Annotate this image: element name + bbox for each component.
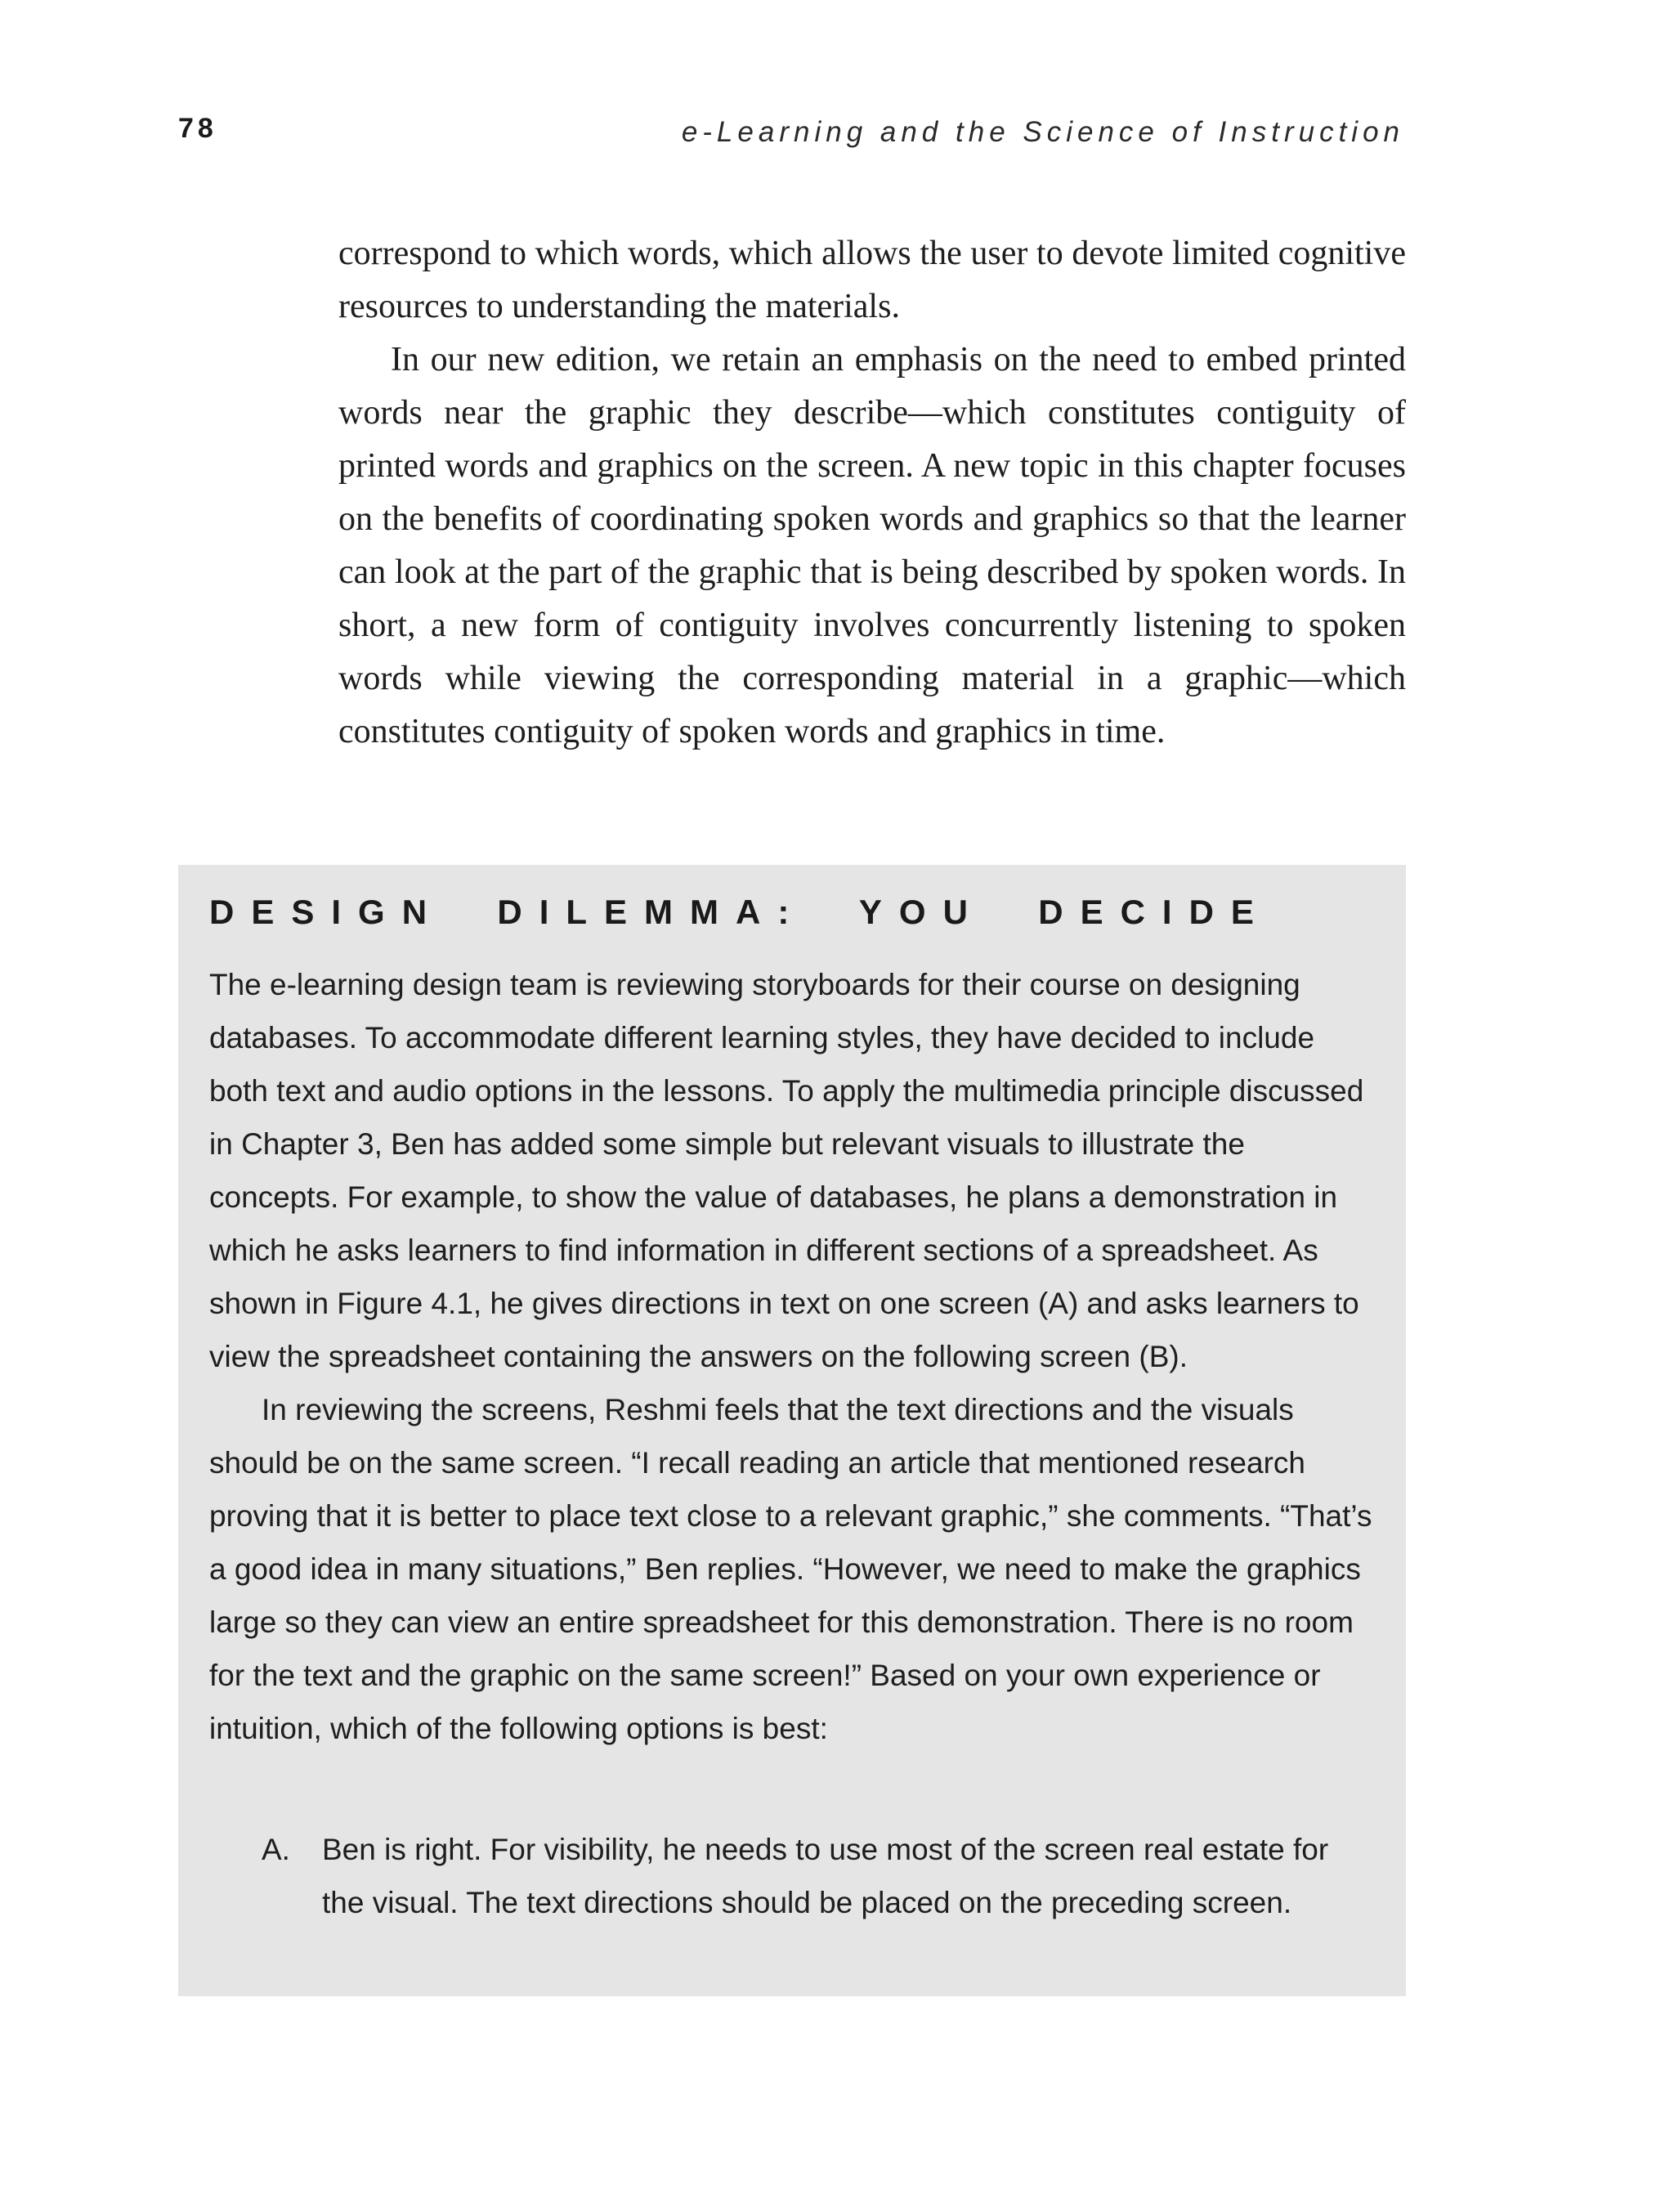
option-letter: A. — [262, 1833, 290, 1866]
option-text: Ben is right. For visibility, he needs to use most of the screen real estate for the visual. The text directions should be placed on the preceding screen. — [322, 1833, 1329, 1919]
running-head: e-Learning and the Science of Instruction — [681, 116, 1404, 148]
design-dilemma-heading: DESIGN DILEMMA: YOU DECIDE — [209, 893, 1271, 931]
body-paragraph: In our new edition, we retain an emphasis on the need to embed printed words near the graphic they describe—which constitutes contiguity of printed words and graphics on the screen. A new topic in this chapter focuses on the benefits of coordinating spoken words and graphics so that the learner can look at the part of the graphic that is being described by spoken words. In short, a new form of contiguity involves concurrently listening to spoken words while viewing the corresponding material in a graphic—which constitutes contiguity of spoken words and graphics in time. — [338, 341, 1406, 750]
dilemma-option-a — [209, 1823, 1329, 1929]
body-text — [338, 227, 1406, 759]
design-dilemma-text — [209, 958, 1375, 1755]
dilemma-paragraph: In reviewing the screens, Reshmi feels that the text directions and the visuals should be on the same screen. “I recall reading an article that mentioned research proving that it is better to place text close to a relevant graphic,” she comments. “That’s a good idea in many situations,” Ben replies. “However, we need to make the graphics large so they can view an entire spreadsheet for this demonstration. There is no room for the text and the graphic on the same screen!” Based on your own experience or intuition, which of the following options is best: — [209, 1393, 1372, 1745]
dilemma-paragraph: The e-learning design team is reviewing storyboards for their course on designing databases. To accommodate different learning styles, they have decided to include both text and audio options in the lessons. To apply the multimedia principle discussed in Chapter 3, Ben has added some simple but relevant visuals to illustrate the concepts. For example, to show the value of databases, he plans a demonstration in which he asks learners to find information in different sections of a spreadsheet. As shown in Figure 4.1, he gives directions in text on one screen (A) and asks learners to view the spreadsheet containing the answers on the following screen (B). — [209, 968, 1364, 1373]
body-paragraph: correspond to which words, which allows the user to devote limited cognitive resources to understanding the materials. — [338, 235, 1406, 325]
page-number: 78 — [178, 113, 217, 144]
